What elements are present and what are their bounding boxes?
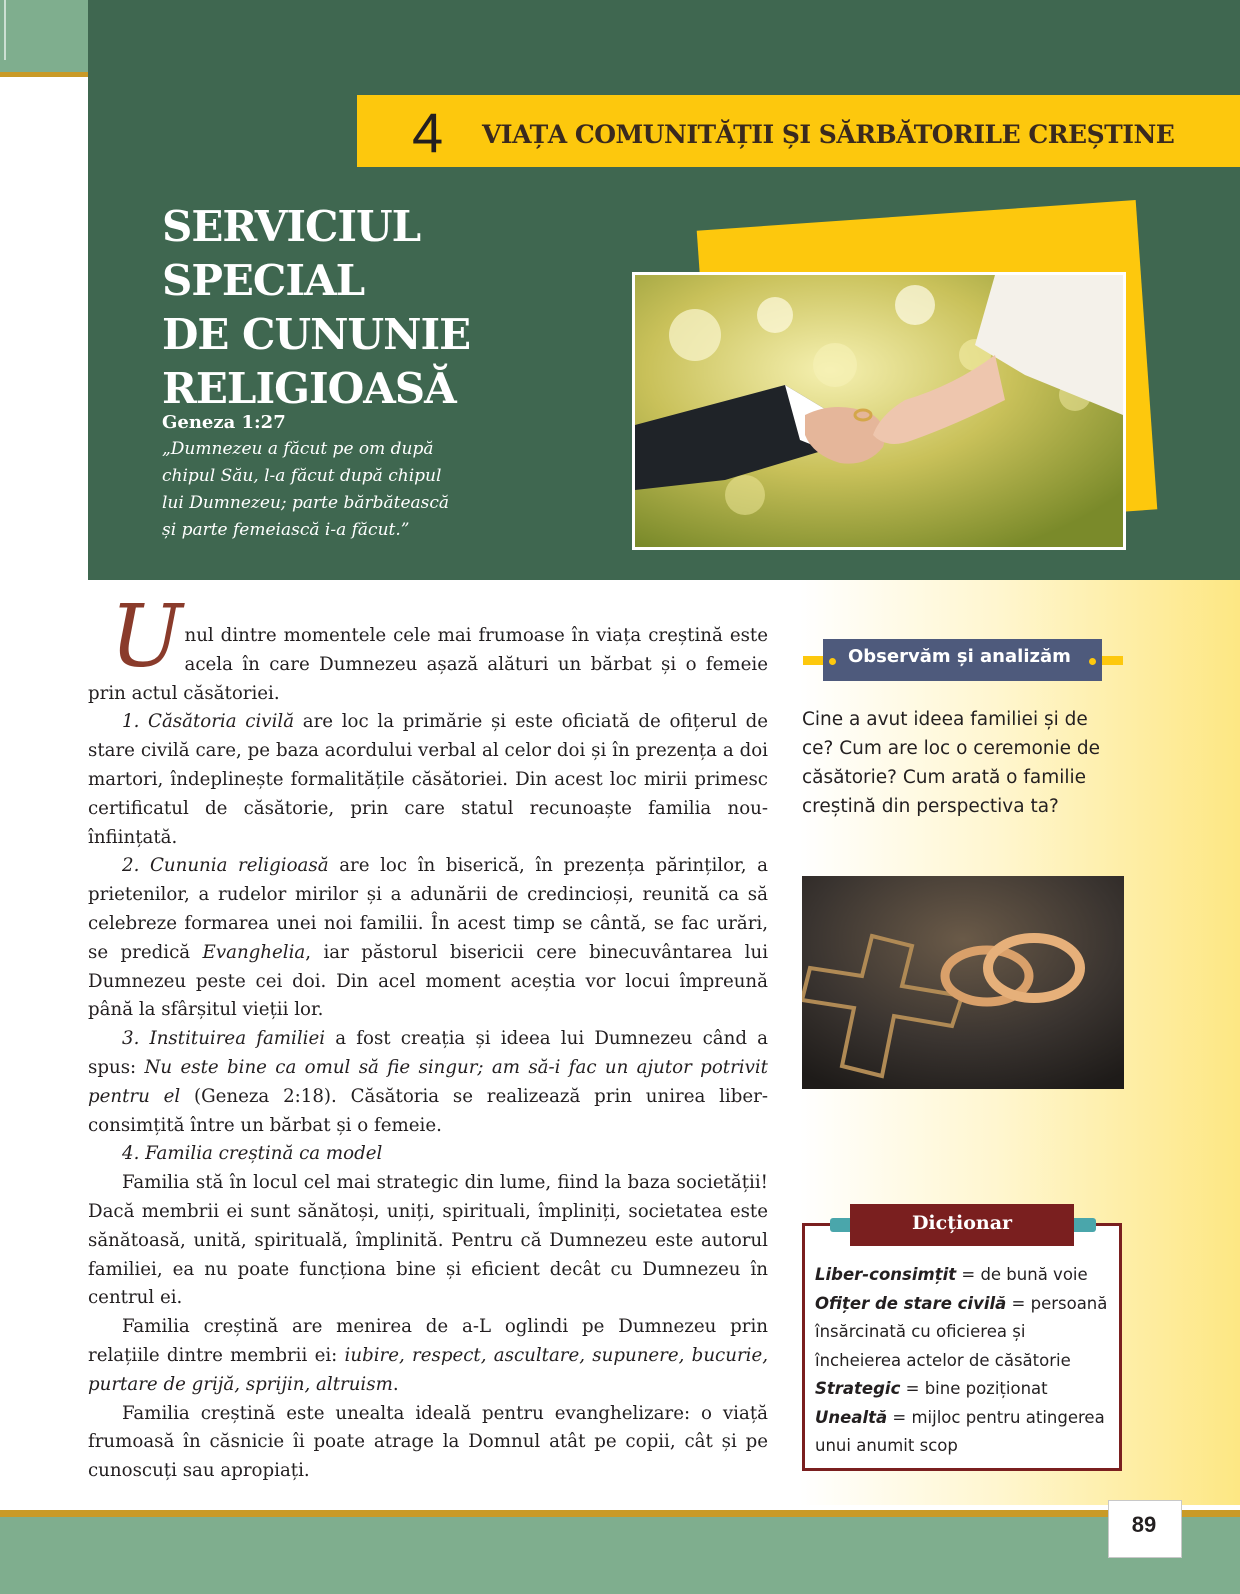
emphasis: iubire, respect, ascultare, supunere, bucurie, purtare de grijă, sprijin, altruism bbox=[88, 1344, 768, 1395]
dictionary-definition: = mijloc pentru atingerea unui anumit scop bbox=[815, 1407, 1105, 1455]
main-text bbox=[88, 587, 769, 1486]
paragraph-text: , iar păstorul bisericii cere binecuvântarea lui Dumnezeu peste cei doi. Din acel moment aceștia vor locui împreună până la sfârșitul vieții lor. bbox=[88, 941, 769, 1021]
verse-line: și parte femeiască i-a făcut.” bbox=[162, 520, 410, 540]
dictionary-definition: = bine poziționat bbox=[900, 1379, 1048, 1398]
paragraph bbox=[88, 1140, 768, 1169]
dictionary-entries bbox=[815, 1261, 1115, 1461]
paragraph-text: are loc la primărie și este oficiată de ofițerul de stare civilă care, pe baza acordului verbal al celor doi și în prezența a doi martori, îndeplinește formalitățile căsătoriei. Din acest loc mirii primesc certificatul de căsătorie, prin care statul recunoaște familia nou-înființată. bbox=[88, 711, 768, 848]
bullet-dot bbox=[1089, 658, 1096, 665]
corner-accent bbox=[4, 0, 6, 60]
footer-line bbox=[0, 1510, 1240, 1517]
paragraph bbox=[88, 587, 768, 708]
page-number: 89 bbox=[1131, 1512, 1157, 1537]
bible-verse bbox=[162, 410, 492, 544]
paragraph-text: are loc în biserică, în prezența părinților, a prietenilor, a rudelor mirilor și a adunării de credincioși, reunită ca să celebreze formarea unei noi familii. În acest timp se cântă, se fac urări, se predică bbox=[88, 855, 768, 963]
observe-questions: Cine a avut ideea familiei și de ce? Cum are loc o ceremonie de căsătorie? Cum arată o familie creștină din perspectiva ta? bbox=[802, 709, 1101, 817]
dictionary-definition: = persoană însărcinată cu oficierea și încheierea actelor de căsătorie bbox=[815, 1293, 1108, 1370]
verse-line: „Dumnezeu a făcut pe om după bbox=[162, 439, 434, 459]
lesson-title bbox=[162, 200, 632, 416]
paragraph-heading: 4. Familia creștină ca model bbox=[122, 1143, 383, 1165]
verse-line: lui Dumnezeu; parte bărbătească bbox=[162, 493, 450, 513]
lesson-title-line: SERVICIUL SPECIAL bbox=[162, 202, 421, 305]
paragraph-heading: 3. Instituirea familiei bbox=[122, 1028, 326, 1050]
corner-line bbox=[0, 72, 88, 77]
dictionary-term: Unealtă bbox=[815, 1407, 888, 1427]
dictionary-definition: = de bună voie bbox=[956, 1265, 1088, 1284]
paragraph bbox=[88, 852, 768, 1025]
verse-line: chipul Său, l-a făcut după chipul bbox=[162, 466, 442, 486]
corner-tab bbox=[0, 0, 88, 72]
rings-on-bible-illustration bbox=[802, 876, 1124, 1089]
paragraph-text: nul dintre momentele cele mai frumoase în viața creștină este acela în care Dumnezeu așază alături un bărbat și o femeie prin actul căsătoriei. bbox=[88, 625, 768, 704]
scripture-quote: Nu este bine ca omul să fie singur; am să-i fac un ajutor potrivit pentru el bbox=[88, 1056, 768, 1107]
drop-cap: U bbox=[110, 587, 183, 687]
paragraph bbox=[88, 708, 768, 852]
lesson-title-line: DE CUNUNIE bbox=[162, 310, 471, 359]
paragraph-heading: 2. Cununia religioasă bbox=[122, 855, 329, 877]
paragraph bbox=[88, 1313, 768, 1399]
dictionary-term: Ofițer de stare civilă bbox=[815, 1293, 1007, 1313]
verse-reference: Geneza 1:27 bbox=[162, 412, 286, 433]
wedding-hands-illustration bbox=[635, 275, 1123, 547]
dictionary-entry bbox=[815, 1375, 1115, 1404]
dictionary-entry bbox=[815, 1404, 1115, 1461]
dictionary-title: Dicționar bbox=[911, 1212, 1013, 1234]
footer-band bbox=[0, 1517, 1240, 1594]
paragraph-text: a fost creația și ideea lui Dumnezeu când a spus: bbox=[88, 1028, 768, 1078]
chapter-number: 4 bbox=[412, 101, 444, 164]
observe-label: Observăm și analizăm bbox=[848, 646, 1071, 667]
bullet-dot bbox=[829, 658, 836, 665]
rings-photo bbox=[802, 876, 1124, 1089]
punctuation: . bbox=[392, 1373, 399, 1395]
dictionary-entry bbox=[815, 1261, 1115, 1290]
dictionary-term: Strategic bbox=[815, 1379, 901, 1398]
paragraph-text: (Geneza 2:18). Căsătoria se realizează prin unirea liber-consimțită între un bărbat și o femeie. bbox=[88, 1085, 768, 1136]
dictionary-term: Liber-consimțit bbox=[815, 1265, 957, 1284]
dictionary-entry bbox=[815, 1290, 1115, 1376]
paragraph bbox=[88, 1025, 768, 1140]
paragraph: Familia creștină este unealta ideală pentru evanghelizare: o viață frumoasă în căsnicie îi poate atrage la Domnul atât pe copii, cât și pe cunoscuți sau apropiați. bbox=[88, 1402, 768, 1482]
paragraph: Familia stă în locul cel mai strategic din lume, fiind la baza societății! Dacă membrii ei sunt sănătoși, uniți, spirituali, împliniți, societatea este sănătoasă, unită, spirituală, împlinită. Pentru că Dumnezeu este autorul familiei, ea nu poate funcționa bine și eficient decât cu Dumnezeu în centrul ei. bbox=[88, 1172, 768, 1309]
wedding-hands-photo bbox=[632, 272, 1126, 550]
lesson-title-line: RELIGIOASĂ bbox=[162, 364, 456, 413]
chapter-title: VIAȚA COMUNITĂȚII ȘI SĂRBĂTORILE CREȘTINE bbox=[482, 120, 1175, 149]
paragraph-heading: 1. Căsătoria civilă bbox=[122, 711, 295, 733]
paragraph-text: Familia creștină are menirea de a-L oglindi pe Dumnezeu prin relațiile dintre membrii ei: bbox=[88, 1316, 768, 1366]
emphasis: Evanghelia bbox=[202, 941, 306, 963]
